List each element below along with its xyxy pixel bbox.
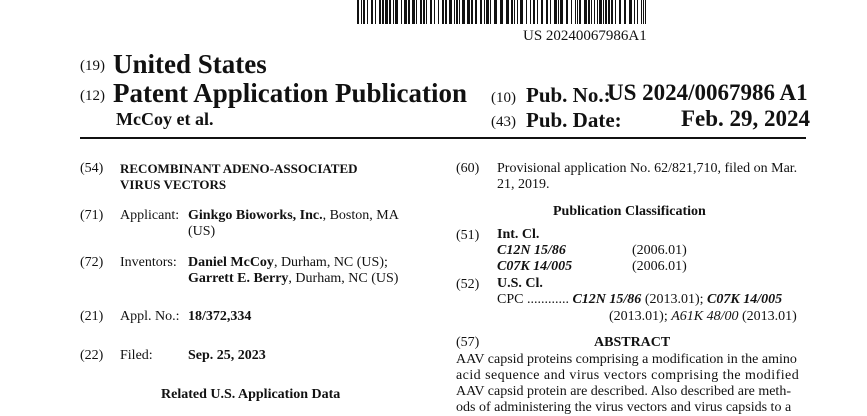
barcode-bar	[438, 0, 439, 24]
related-data-heading: Related U.S. Application Data	[161, 387, 341, 402]
inventor-1-name: Daniel McCoy	[188, 255, 274, 270]
barcode-bar	[615, 0, 616, 24]
barcode-bar	[577, 0, 578, 24]
barcode-bar	[393, 0, 394, 24]
barcode-bar	[490, 0, 491, 24]
applicant-line	[188, 208, 399, 224]
barcode-bar	[371, 0, 373, 24]
barcode-bar	[486, 0, 489, 24]
barcode-bar	[637, 0, 638, 24]
int-cl-label: Int. Cl.	[497, 227, 540, 242]
barcode-bar	[475, 0, 477, 24]
barcode-number: US 20240067986A1	[523, 28, 647, 44]
document-type-title: Patent Application Publication	[113, 78, 468, 108]
code-43: (43)	[491, 114, 516, 130]
barcode-bar	[401, 0, 402, 24]
barcode-bar	[608, 0, 610, 24]
barcode-bar	[599, 0, 602, 24]
barcode-bar	[416, 0, 417, 24]
barcode-bar	[467, 0, 470, 24]
us-cl-label: U.S. Cl.	[497, 276, 543, 291]
barcode-image	[357, 0, 648, 24]
barcode-bar	[511, 0, 513, 24]
barcode-bar	[641, 0, 642, 24]
barcode-bar	[423, 0, 425, 24]
applicant-label: Applicant:	[120, 208, 180, 223]
barcode-bar	[375, 0, 376, 24]
title-line-2: VIRUS VECTORS	[120, 177, 227, 192]
inventor-1	[188, 255, 388, 271]
cpc-line-2	[609, 309, 797, 325]
barcode-bar	[575, 0, 576, 24]
cpc-line-1	[497, 292, 782, 308]
barcode-bar	[434, 0, 435, 24]
barcode-bar	[379, 0, 381, 24]
barcode-bar	[591, 0, 592, 24]
cpc-code: C07K 14/005	[707, 292, 783, 307]
barcode-bar	[605, 0, 607, 24]
barcode-bar	[449, 0, 452, 24]
barcode-bar	[584, 0, 587, 24]
barcode-bar	[382, 0, 384, 24]
barcode-bar	[389, 0, 391, 24]
barcode-bar	[643, 0, 644, 24]
provisional-line-1: Provisional application No. 62/821,710, filed on Mar.	[497, 161, 798, 176]
inventors-label: Inventors:	[120, 255, 177, 270]
applicant-name: Ginkgo Bioworks, Inc.	[188, 208, 323, 223]
barcode-bar	[588, 0, 590, 24]
abstract-heading: ABSTRACT	[594, 335, 671, 350]
abstract-line: AAV capsid proteins comprising a modification in the amino	[456, 352, 797, 367]
barcode-bar	[526, 0, 527, 24]
barcode-bar	[395, 0, 398, 24]
cpc-year: (2013.01);	[641, 292, 708, 307]
barcode-bar	[597, 0, 598, 24]
authors-line: McCoy et al.	[116, 109, 214, 129]
barcode-bar	[456, 0, 458, 24]
code-52: (52)	[456, 277, 480, 292]
cpc-code: C12N 15/86	[572, 292, 642, 307]
barcode-bar	[506, 0, 509, 24]
barcode-bar	[550, 0, 551, 24]
filed-label: Filed:	[120, 348, 153, 363]
pub-date-value: Feb. 29, 2024	[681, 106, 811, 131]
barcode-bar	[533, 0, 535, 24]
barcode-bar	[367, 0, 368, 24]
header-divider	[80, 137, 806, 139]
appl-no-value: 18/372,334	[188, 309, 252, 324]
barcode-bar	[412, 0, 415, 24]
inventor-2-location: , Durham, NC (US)	[288, 271, 399, 286]
publication-classification-heading: Publication Classification	[553, 204, 706, 219]
pub-date-label: Pub. Date:	[526, 108, 622, 132]
cpc-dots: ............	[526, 292, 569, 307]
code-54: (54)	[80, 161, 104, 176]
filed-value: Sep. 25, 2023	[188, 348, 266, 363]
int-cl-year: (2006.01)	[632, 243, 687, 258]
barcode-bar	[471, 0, 473, 24]
barcode-bar	[514, 0, 515, 24]
pub-no-label: Pub. No.:	[526, 83, 611, 107]
abstract-line: acid sequence and virus vectors comprising the modified	[456, 368, 800, 383]
barcode-bar	[363, 0, 365, 24]
pub-no-value: US 2024/0067986 A1	[607, 80, 808, 105]
barcode-bar	[629, 0, 632, 24]
barcode-bar	[426, 0, 427, 24]
barcode-bar	[579, 0, 581, 24]
barcode-bar	[645, 0, 646, 24]
country-title: United States	[113, 49, 267, 79]
barcode-bar	[517, 0, 518, 24]
appl-no-label: Appl. No.:	[120, 309, 180, 324]
inventor-1-location: , Durham, NC (US);	[273, 255, 388, 270]
title-line-1: RECOMBINANT ADENO-ASSOCIATED	[120, 161, 358, 176]
int-cl-code: C12N 15/86	[497, 243, 566, 258]
barcode-bar	[500, 0, 503, 24]
code-21: (21)	[80, 309, 104, 324]
barcode-bar	[480, 0, 482, 24]
barcode-bar	[459, 0, 460, 24]
inventor-2-name: Garrett E. Berry	[188, 271, 289, 286]
barcode-bar	[445, 0, 447, 24]
abstract-line: ods of administering the virus vectors and virus capsids to a	[456, 400, 792, 415]
code-60: (60)	[456, 161, 480, 176]
barcode-bar	[462, 0, 465, 24]
barcode-bar	[520, 0, 523, 24]
code-57: (57)	[456, 335, 480, 350]
abstract-line: AAV capsid protein are described. Also described are meth-	[456, 384, 791, 399]
barcode-bar	[430, 0, 432, 24]
cpc-label: CPC	[497, 292, 524, 307]
cpc-year: (2013.01);	[609, 309, 672, 324]
barcode-bar	[571, 0, 572, 24]
code-19: (19)	[80, 58, 105, 74]
applicant-country: (US)	[188, 224, 216, 239]
code-22: (22)	[80, 348, 104, 363]
barcode-bar	[420, 0, 422, 24]
barcode-bar	[454, 0, 455, 24]
barcode-bar	[546, 0, 548, 24]
barcode-bar	[624, 0, 626, 24]
provisional-line-2: 21, 2019.	[497, 177, 550, 192]
barcode-bar	[537, 0, 538, 24]
barcode-bar	[357, 0, 359, 24]
code-72: (72)	[80, 255, 104, 270]
barcode-bar	[634, 0, 635, 24]
barcode-bar	[560, 0, 563, 24]
barcode-bar	[361, 0, 362, 24]
barcode-bar	[404, 0, 407, 24]
barcode-bar	[385, 0, 388, 24]
code-12: (12)	[80, 88, 105, 104]
barcode-bar	[558, 0, 559, 24]
barcode-bar	[566, 0, 568, 24]
code-10: (10)	[491, 90, 516, 106]
code-71: (71)	[80, 208, 104, 223]
barcode-bar	[442, 0, 444, 24]
barcode-bar	[619, 0, 621, 24]
barcode-bar	[594, 0, 595, 24]
barcode-bar	[554, 0, 557, 24]
barcode-bar	[484, 0, 485, 24]
inventor-2	[188, 271, 398, 287]
code-51: (51)	[456, 228, 480, 243]
int-cl-code: C07K 14/005	[497, 259, 573, 274]
barcode-bar	[611, 0, 613, 24]
barcode-bar	[541, 0, 543, 24]
barcode-bar	[603, 0, 604, 24]
int-cl-year: (2006.01)	[632, 259, 687, 274]
cpc-year: (2013.01)	[738, 309, 797, 324]
applicant-location: , Boston, MA	[322, 208, 399, 223]
cpc-code: A61K 48/00	[671, 309, 739, 324]
barcode-bar	[530, 0, 531, 24]
barcode-bar	[494, 0, 497, 24]
barcode-bar	[408, 0, 410, 24]
